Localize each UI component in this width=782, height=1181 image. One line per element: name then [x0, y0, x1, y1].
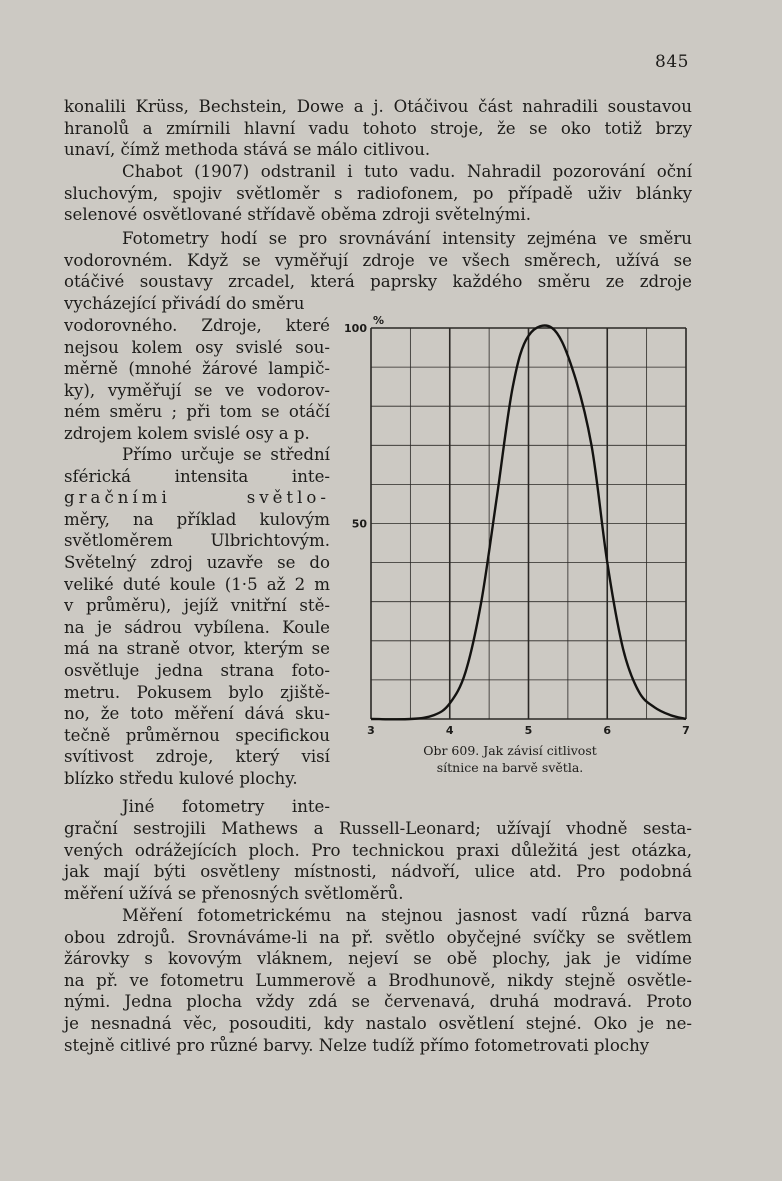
caption-line: sítnice na barvě světla.: [436, 760, 584, 775]
text-line: Jiné fotometry inte-: [122, 797, 330, 816]
text-line: jak mají býti osvětleny místnosti, nádvoří, ulice atd. Pro podobná: [64, 862, 692, 882]
text-line: vodorovném. Když se vyměřují zdroje ve všech směrech, užívá se: [64, 250, 692, 270]
caption-line: Obr 609. Jak závisí citlivost: [423, 743, 597, 758]
text-line: no, že toto měření dává sku-: [64, 704, 330, 724]
text-line: Měření fotometrickému na stejnou jasnost vadí různá barva: [122, 906, 692, 925]
paragraph-1: [64, 96, 692, 161]
text-line: na je sádrou vybílena. Koule: [64, 617, 330, 637]
text-line: na př. ve fotometru Lummerově a Brodhunově, nikdy stejně osvětle-: [64, 970, 692, 990]
text-line: osvětluje jedna strana foto-: [64, 660, 330, 680]
paragraph-4-narrow: [64, 444, 330, 790]
page-number: 845: [655, 52, 689, 72]
text-line: grační sestrojili Mathews a Russell-Leonard; užívají vhodně sesta-: [64, 819, 692, 838]
text-line: žárovky s kovovým vláknem, nejeví se obě plochy, jak je vidíme: [64, 949, 692, 969]
text-line: vycházející přivádí do směru: [64, 293, 305, 313]
text-line: konalili Krüss, Bechstein, Dowe a j. Otáčivou část nahradili soustavou: [64, 97, 692, 116]
text-line: nými. Jedna plocha vždy zdá se červenavá, druhá modravá. Proto: [64, 992, 692, 1012]
text-line: Fotometry hodí se pro srovnávání intensity zejména ve směru: [122, 229, 692, 248]
text-line: otáčivé soustavy zrcadel, která paprsky každého směru ze zdroje: [64, 272, 692, 292]
text-line: hranolů a zmírnili hlavní vadu tohoto stroje, že se oko totiž brzy: [64, 118, 692, 138]
text-line: obou zdrojů. Srovnáváme-li na př. světlo obyčejné svíčky se světlem: [64, 927, 692, 947]
figure-caption: [380, 742, 640, 776]
text-line: měrně (mnohé žárové lampič-: [64, 359, 330, 379]
text-line: nejsou kolem osy svislé sou-: [64, 337, 330, 357]
text-line: světloměrem Ulbrichtovým.: [64, 531, 330, 551]
text-line: měření užívá se přenosných světloměrů.: [64, 883, 404, 903]
text-line: má na straně otvor, kterým se: [64, 639, 330, 659]
text-line: vených odrážejících ploch. Pro technickou praxi důležitá jest otázka,: [64, 840, 692, 860]
paragraph-2: [64, 161, 692, 226]
text-line: v průměru), jejíž vnitřní stě-: [64, 596, 330, 616]
x-tick-label: 4: [445, 724, 454, 737]
text-line: ky), vyměřují se ve vodorov-: [64, 380, 330, 400]
x-tick-label: 5: [524, 724, 533, 737]
paragraph-6: [64, 905, 692, 1056]
text-line: metru. Pokusem bylo zjiště-: [64, 682, 330, 702]
x-tick-label: 6: [603, 724, 612, 737]
paragraph-3: [64, 228, 692, 314]
text-line: unaví, čímž methoda stává se málo citlivou.: [64, 140, 431, 160]
paragraph-3-narrow: [64, 315, 330, 445]
text-line: tečně průměrnou specifickou: [64, 725, 330, 745]
text-line: Světelný zdroj uzavře se do: [64, 552, 330, 572]
x-tick-label: 7: [682, 724, 690, 737]
text-line: je nesnadná věc, posouditi, kdy nastalo osvětlení stejné. Oko je ne-: [64, 1013, 692, 1033]
text-line: stejně citlivé pro různé barvy. Nelze tudíž přímo fotometrovati plochy: [64, 1035, 650, 1055]
text-line: sluchovým, spojiv světloměr s radiofonem, po případě uživ blánky: [64, 183, 692, 203]
x-tick-label: 3: [367, 724, 375, 737]
chart-ticks: [344, 314, 690, 737]
text-line: sférická intensita inte-: [64, 466, 330, 486]
sensitivity-chart: [330, 310, 700, 790]
y-tick-label: 100: [344, 322, 367, 335]
text-line: Chabot (1907) odstranil i tuto vadu. Nahradil pozorování oční: [122, 162, 692, 181]
y-tick-label: 50: [351, 517, 367, 531]
text-line: svítivost zdroje, který visí: [64, 747, 330, 767]
text-line: gračními světlo-: [64, 488, 330, 508]
text-line: ném směru ; při tom se otáčí: [64, 402, 330, 422]
text-line: Přímo určuje se střední: [122, 445, 330, 464]
text-line: vodorovného. Zdroje, které: [64, 316, 330, 335]
text-line: zdrojem kolem svislé osy a p.: [64, 423, 310, 443]
y-unit-label: %: [373, 314, 385, 327]
paragraph-5-narrow: [64, 796, 330, 818]
chart-grid: [371, 328, 686, 719]
text-line: měry, na příklad kulovým: [64, 509, 330, 529]
text-line: veliké duté koule (1·5 až 2 m: [64, 574, 330, 594]
text-line: selenové osvětlované střídavě oběma zdroji světelnými.: [64, 205, 531, 225]
paragraph-5: [64, 818, 692, 904]
text-line: blízko středu kulové plochy.: [64, 768, 298, 788]
